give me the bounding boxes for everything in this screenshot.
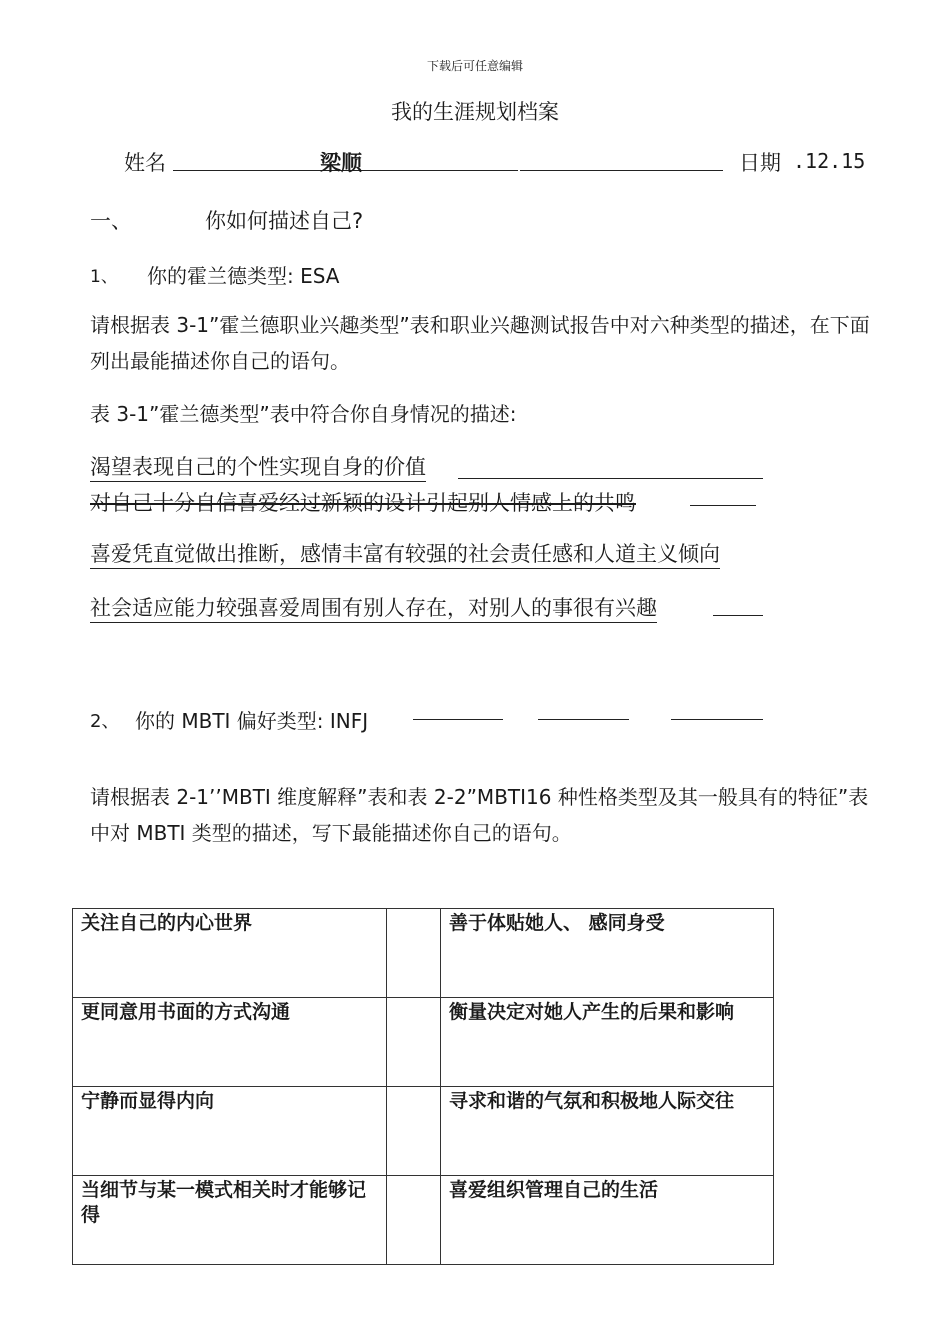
mbti-blank-2 [538, 719, 629, 720]
date-value: .12.15 [793, 149, 866, 173]
holland-table-intro: 表 3-1”霍兰德类型”表中符合你自身情况的描述: [90, 402, 517, 426]
table-cell [387, 1176, 441, 1265]
table-row [73, 909, 774, 998]
table-cell: 善于体贴她人、 感同身受 [441, 909, 774, 998]
mbti-description-table [72, 908, 774, 1265]
name-value: 梁顺 [320, 151, 362, 175]
holland-type-label: 你的霍兰德类型: ESA [147, 264, 340, 288]
holland-sentence-2: 对自己十分自信喜爱经过新颖的设计引起别人情感上的共鸣 [90, 491, 636, 515]
date-label: 日期 [739, 151, 781, 175]
table-cell [387, 998, 441, 1087]
table-row [73, 1087, 774, 1176]
holland-sentence-4: 社会适应能力较强喜爱周围有别人存在，对别人的事很有兴趣 [90, 592, 657, 623]
table-row [73, 998, 774, 1087]
sentence-4-underline [713, 615, 763, 616]
mbti-blank-1 [413, 719, 503, 720]
sub1-number: 1、 [90, 267, 118, 287]
table-cell: 寻求和谐的气氛和积极地人际交往 [441, 1087, 774, 1176]
mbti-blank-3 [671, 719, 763, 720]
holland-sentence-3: 喜爱凭直觉做出推断，感情丰富有较强的社会责任感和人道主义倾向 [90, 538, 720, 569]
table-cell [387, 1087, 441, 1176]
section1-title: 你如何描述自己? [205, 209, 364, 233]
table-cell: 宁静而显得内向 [73, 1087, 387, 1176]
holland-sentence-1: 渴望表现自己的个性实现自身的价值 [90, 451, 426, 482]
holland-instruction: 请根据表 3-1”霍兰德职业兴趣类型”表和职业兴趣测试报告中对六种类型的描述，在下面列出最能描述你自己的语句。 [90, 313, 870, 373]
name-label: 姓名 [124, 151, 166, 175]
table-cell: 衡量决定对她人产生的后果和影响 [441, 998, 774, 1087]
table-cell [387, 909, 441, 998]
table-cell: 关注自己的内心世界 [73, 909, 387, 998]
mbti-type-label: 你的 MBTI 偏好类型: INFJ [135, 709, 369, 733]
sentence-2-line [690, 505, 756, 506]
section1-number: 一、 [90, 209, 132, 233]
header-note: 下载后可任意编辑 [426, 59, 523, 73]
table-row [73, 1176, 774, 1265]
name-underline-extra [520, 170, 723, 171]
sentence-1-underline [458, 478, 763, 479]
mbti-instruction: 请根据表 2-1’’MBTI 维度解释”表和表 2-2”MBTI16 种性格类型及其一般具有的特征”表中对 MBTI 类型的描述，写下最能描述你自己的语句。 [90, 785, 869, 845]
table-cell: 更同意用书面的方式沟通 [73, 998, 387, 1087]
sub2-number: 2、 [90, 711, 120, 732]
table-cell: 喜爱组织管理自己的生活 [441, 1176, 774, 1265]
table-cell: 当细节与某一模式相关时才能够记得 [73, 1176, 387, 1265]
document-title: 我的生涯规划档案 [391, 100, 559, 124]
